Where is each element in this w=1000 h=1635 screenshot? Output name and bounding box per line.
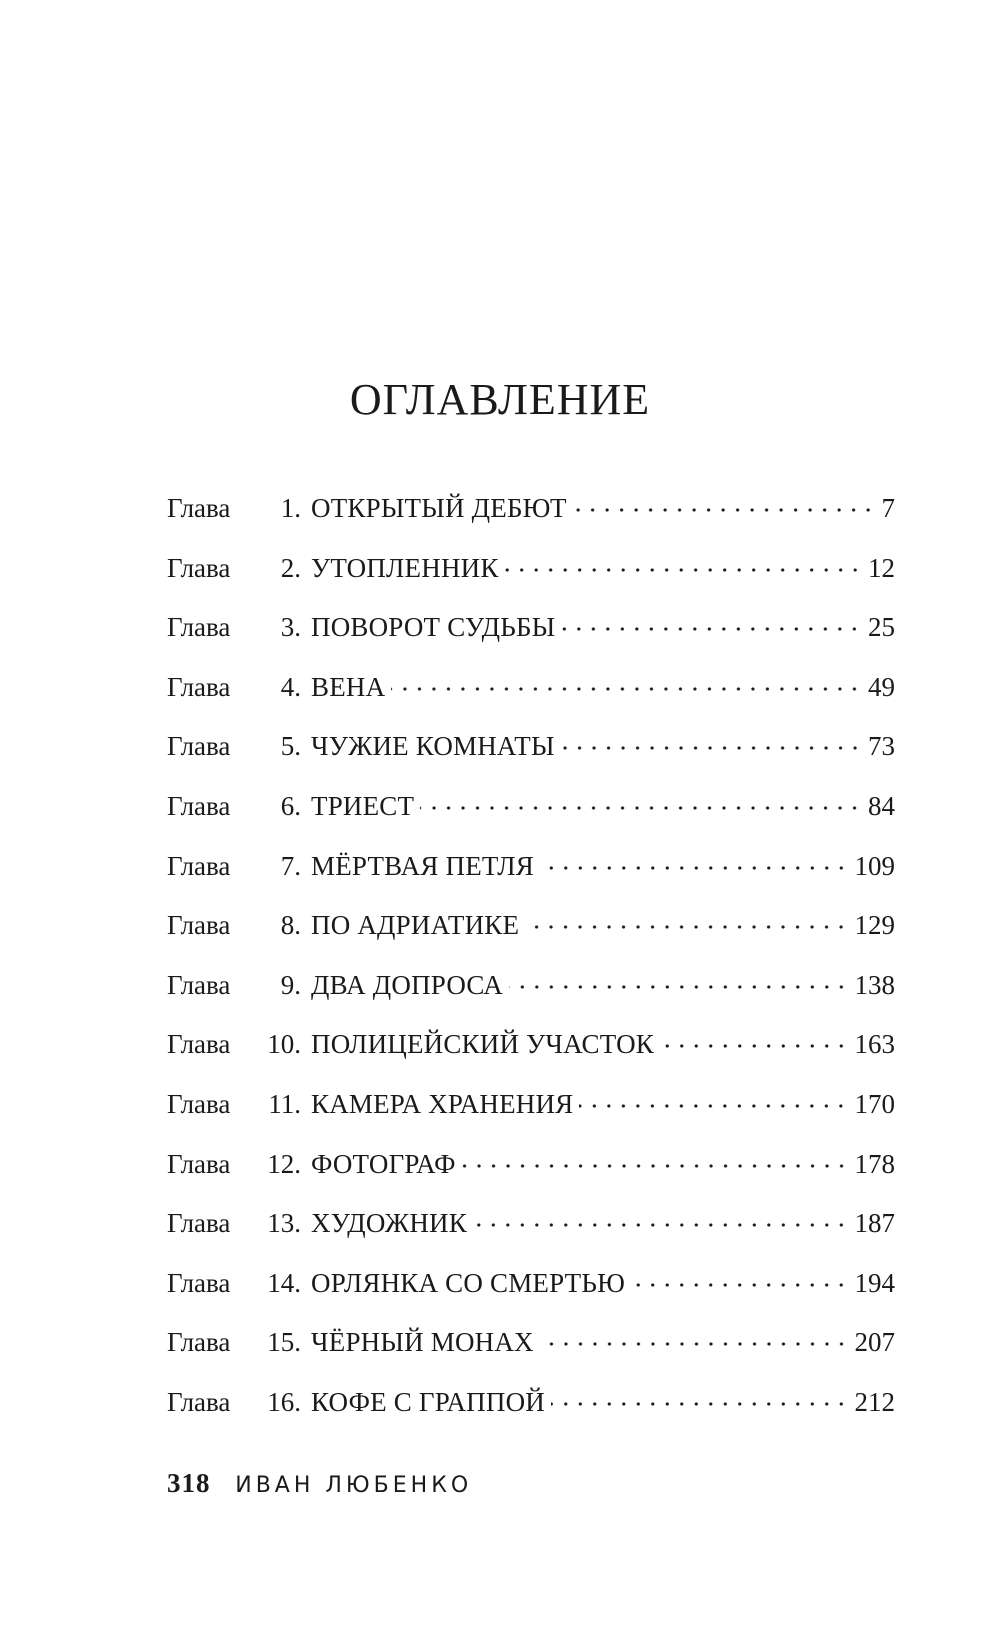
dot-leader	[525, 924, 848, 930]
chapter-title: КАМЕРА ХРАНЕНИЯ	[311, 1088, 574, 1119]
dot-leader	[509, 984, 849, 990]
chapter-title: ЧУЖИЕ КОМНАТЫ	[311, 731, 555, 762]
chapter-number: 6.	[280, 790, 301, 821]
toc-entry[interactable]	[167, 1084, 895, 1144]
chapter-page-number: 7	[881, 493, 895, 523]
dot-leader	[391, 686, 862, 692]
chapter-number: 13.	[267, 1208, 301, 1239]
chapter-page-number: 212	[854, 1386, 895, 1417]
toc-entry[interactable]	[167, 965, 895, 1025]
chapter-number: 4.	[280, 671, 301, 702]
author-name: ИВАН ЛЮБЕНКО	[235, 1473, 473, 1498]
chapter-number: 3.	[280, 612, 301, 643]
toc-entry[interactable]	[167, 607, 895, 667]
chapter-title: ЧЁРНЫЙ МОНАХ	[311, 1327, 534, 1358]
table-of-contents	[167, 488, 895, 1442]
toc-entry[interactable]	[167, 1322, 895, 1382]
chapter-title: ВЕНА	[311, 671, 386, 702]
chapter-word: Глава	[167, 1088, 231, 1119]
chapter-page-number: 138	[854, 969, 895, 1000]
chapter-title: ПОВОРОТ СУДЬБЫ	[311, 612, 556, 643]
chapter-word: Глава	[167, 1208, 231, 1239]
chapter-page-number: 163	[854, 1029, 895, 1060]
dot-leader	[660, 1043, 849, 1049]
toc-entry[interactable]	[167, 726, 895, 786]
chapter-number: 5.	[280, 731, 301, 762]
chapter-number: 8.	[280, 910, 301, 941]
chapter-page-number: 129	[854, 910, 895, 941]
page-number: 318	[167, 1468, 211, 1498]
chapter-title: ПОЛИЦЕЙСКИЙ УЧАСТОК	[311, 1029, 654, 1060]
chapter-word: Глава	[167, 1148, 231, 1179]
chapter-word: Глава	[167, 1029, 231, 1060]
chapter-page-number: 109	[854, 850, 895, 881]
chapter-title: УТОПЛЕННИК	[311, 552, 499, 583]
toc-entry[interactable]	[167, 1382, 895, 1442]
toc-entry[interactable]	[167, 667, 895, 727]
chapter-number: 7.	[280, 850, 301, 881]
chapter-page-number: 178	[854, 1148, 895, 1179]
chapter-number: 16.	[267, 1386, 301, 1417]
chapter-title: ТРИЕСТ	[311, 790, 415, 821]
dot-leader	[561, 626, 862, 632]
chapter-word: Глава	[167, 552, 231, 583]
chapter-page-number: 12	[868, 552, 895, 583]
toc-entry[interactable]	[167, 1263, 895, 1323]
dot-leader	[561, 745, 862, 751]
chapter-page-number: 194	[854, 1267, 895, 1298]
chapter-word: Глава	[167, 969, 231, 1000]
chapter-word: Глава	[167, 790, 231, 821]
chapter-word: Глава	[167, 671, 231, 702]
chapter-title: ДВА ДОПРОСА	[311, 969, 503, 1000]
chapter-title: ФОТОГРАФ	[311, 1148, 456, 1179]
dot-leader	[473, 1222, 849, 1228]
dot-leader	[631, 1282, 848, 1288]
chapter-title: КОФЕ С ГРАППОЙ	[311, 1386, 545, 1417]
dot-leader	[540, 865, 849, 871]
toc-entry[interactable]	[167, 1203, 895, 1263]
dot-leader	[551, 1401, 849, 1407]
chapter-title: ХУДОЖНИК	[311, 1208, 467, 1239]
dot-leader	[420, 805, 862, 811]
chapter-number: 2.	[280, 552, 301, 583]
toc-entry[interactable]	[167, 846, 895, 906]
chapter-title: ПО АДРИАТИКЕ	[311, 910, 520, 941]
chapter-number: 12.	[267, 1148, 301, 1179]
dot-leader	[573, 507, 875, 513]
toc-entry[interactable]	[167, 1024, 895, 1084]
chapter-word: Глава	[167, 493, 231, 523]
chapter-number: 15.	[267, 1327, 301, 1358]
chapter-page-number: 49	[868, 671, 895, 702]
chapter-number: 9.	[280, 969, 301, 1000]
chapter-word: Глава	[167, 910, 231, 941]
chapter-word: Глава	[167, 612, 231, 643]
chapter-page-number: 84	[868, 790, 895, 821]
chapter-word: Глава	[167, 1267, 231, 1298]
dot-leader	[462, 1163, 849, 1169]
dot-leader	[505, 567, 862, 573]
page-title: ОГЛАВЛЕНИЕ	[349, 375, 651, 424]
chapter-number: 1.	[280, 493, 301, 523]
chapter-number: 14.	[267, 1267, 301, 1298]
chapter-word: Глава	[167, 850, 231, 881]
chapter-page-number: 73	[868, 731, 895, 762]
chapter-page-number: 25	[868, 612, 895, 643]
chapter-page-number: 187	[854, 1208, 895, 1239]
chapter-title: ОРЛЯНКА СО СМЕРТЬЮ	[311, 1267, 626, 1298]
toc-entry[interactable]	[167, 905, 895, 965]
chapter-word: Глава	[167, 1386, 231, 1417]
toc-entry[interactable]	[167, 786, 895, 846]
toc-entry[interactable]	[167, 1144, 895, 1204]
chapter-number: 11.	[268, 1088, 301, 1119]
chapter-title: МЁРТВАЯ ПЕТЛЯ	[311, 850, 534, 881]
chapter-number: 10.	[267, 1029, 301, 1060]
toc-entry[interactable]	[167, 488, 895, 548]
toc-entry[interactable]	[167, 548, 895, 608]
dot-leader	[540, 1341, 849, 1347]
chapter-word: Глава	[167, 1327, 231, 1358]
dot-leader	[579, 1103, 848, 1109]
chapter-page-number: 207	[854, 1327, 895, 1358]
chapter-title: ОТКРЫТЫЙ ДЕБЮТ	[311, 493, 567, 523]
chapter-word: Глава	[167, 731, 231, 762]
page-footer	[167, 1465, 472, 1504]
chapter-page-number: 170	[854, 1088, 895, 1119]
